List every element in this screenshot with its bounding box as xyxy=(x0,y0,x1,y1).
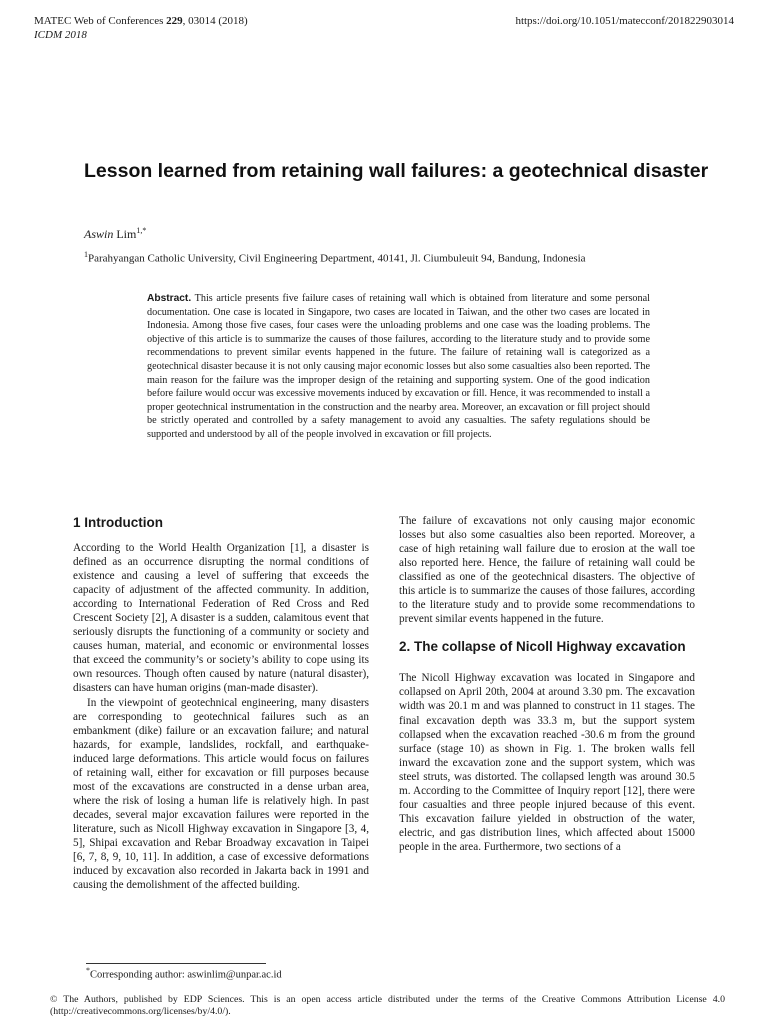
author-last-name: Lim xyxy=(116,227,137,241)
running-header-left xyxy=(34,14,248,42)
abstract xyxy=(147,292,650,442)
journal-name: MATEC Web of Conferences xyxy=(34,15,164,27)
intro-paragraph-3: The failure of excavations not only causing major economic losses but also some casualties also been reported. Moreover, a case of high retaining wall failure due to erosion at the wall toe also reported here. Hence, the failure of retaining wall could be classified as one of the geotechnical disasters. The objective of this article is to summarize the causes of those failures, according to the literature study and to provide some recommendations to prevent similar events happened in the future. xyxy=(399,515,695,626)
intro-paragraph-1: According to the World Health Organization [1], a disaster is defined as an occurrence disrupting the normal conditions of existence and causing a level of suffering that exceeds the capacity of adjustment of the affected community. In addition, according to International Federation of Red Cross and Red Crescent Society [2], A disaster is a sudden, calamitous event that seriously disrupts the functioning of a community or society and causes human, material, and economic or environmental losses that exceed the community’s or society’s ability to cope using its own resources. Though often caused by nature (natural disaster), disasters can have human origins (man-made disaster). xyxy=(73,542,369,695)
doi-link[interactable]: https://doi.org/10.1051/matecconf/201822903014 xyxy=(515,15,734,27)
abstract-label: Abstract. xyxy=(147,293,192,304)
left-column xyxy=(73,514,369,892)
author-first-name: Aswin xyxy=(84,227,114,241)
author-line xyxy=(84,226,146,242)
affiliation-text: Parahyangan Catholic University, Civil Engineering Department, 40141, Jl. Ciumbuleuit 94, Bandung, Indonesia xyxy=(88,252,586,265)
footnote-text: Corresponding author: aswinlim@unpar.ac.id xyxy=(90,969,282,981)
paper-title: Lesson learned from retaining wall failures: a geotechnical disaster xyxy=(84,160,709,182)
footnote xyxy=(86,966,282,981)
license-notice: © The Authors, published by EDP Sciences. This is an open access article distributed under the terms of the Creative Commons Attribution License 4.0 (http://creativecommons.org/licenses/by/4.0/). xyxy=(50,994,725,1017)
article-info: , 03014 (2018) xyxy=(182,15,248,27)
journal-line xyxy=(34,14,248,28)
author-superscript: 1,* xyxy=(136,226,147,235)
affiliation-number: 1 xyxy=(84,250,88,259)
section-heading-nicoll-highway: 2. The collapse of Nicoll Highway excavation xyxy=(399,639,686,655)
footnote-marker: * xyxy=(86,966,90,975)
affiliation xyxy=(84,250,586,265)
journal-volume: 229 xyxy=(166,15,183,27)
conference-name: ICDM 2018 xyxy=(34,29,87,41)
nicoll-paragraph-1: The Nicoll Highway excavation was located in Singapore and collapsed on April 20th, 2004 at around 3.30 pm. The excavation width was 20.1 m and was planned to construct in 11 stages. The final excavation depth was 33.3 m, but the support system collapsed when the excavation reached -30.6 m from the ground surface (stage 10) as shown in Fig. 1. The broken walls fell inward the excavation zone and the support system, which was steel struts, was distorted. The collapsed length was around 30.5 m. According to the Committee of Inquiry report [12], there were four casualties and three people injured because of this event. This excavation failure yielded in obstruction of the water, electric, and gas distribution lines, which affected about 15000 people in the area. Furthermore, two sections of a xyxy=(399,672,695,853)
section-heading-introduction: 1 Introduction xyxy=(73,515,163,530)
intro-paragraph-2: In the viewpoint of geotechnical engineering, many disasters are corresponding to geotechnical failures such as an embankment (dike) failure or an excavation failure; and natural hazards, for example, landslides, rockfall, and earthquake-induced large deformations. This article would focus on failures of retaining wall, either for excavation or fill purposes because most of the excavations are constructed in a dense urban area, where the risk of losing a human life is relatively high. In past decades, several major excavation failures were reported in the literature, such as Nicoll Highway excavation in Singapore [3, 4, 5], Shipai excavation and Rebar Broadway excavation in Taipei [6, 7, 8, 9, 10, 11]. In addition, a case of excessive deformations induced by excavation also recorded in Jakarta back in 1991 and causing the demolishment of the affected building. xyxy=(73,696,369,892)
right-column xyxy=(399,514,695,854)
footnote-divider xyxy=(86,963,266,964)
abstract-text: This article presents five failure cases of retaining wall which is obtained from literature and some personal documentation. One case is located in Singapore, two cases are located in Taiwan, and the other two cases are located in Indonesia. Among those five cases, four cases were the unloading problems and one case was the loading problems. The objective of this article is to summarize the causes of those failures, according to the literature study and to provide some recommendations to prevent similar events happened in the future. The failure of retaining wall is categorized as a geotechnical disaster because it is not only causing major economic losses but also some casualties also been reported. The main reason for the failure was the improper design of the retaining and supporting system. One of the good indication before failure would occur was excessive movements induced by excavation or fill. Hence, it was recommended to install a proper geotechnical instrumentation in the construction and the nearby area. Moreover, an excavation or fill project should be strictly operated and controlled by a safety management to avoid any casualties. The safety regulations should be supported and understood by all of the people involved in excavation or fill projects. xyxy=(147,293,650,440)
